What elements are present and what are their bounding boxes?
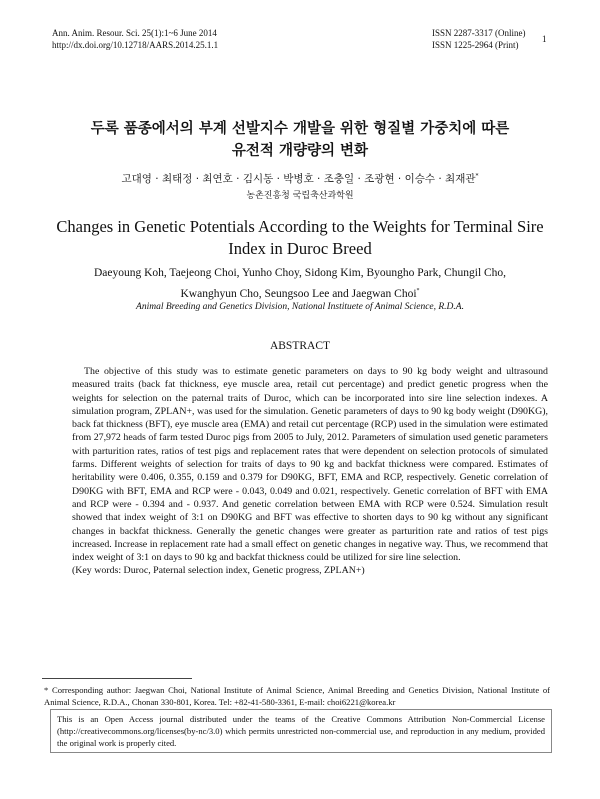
korean-affiliation: 농촌진흥청 국립축산과학원: [246, 191, 354, 201]
abstract-body: The objective of this study was to estimate genetic parameters on days to 90 kg body weight and ultrasound measured traits (back fat thickness, eye muscle area, retail cut percentage) and predict genetic progress when the weights for selection on the paternal traits of Duroc, which can be incorporated into sire line selection indexes. A simulation program, ZPLAN+, was used for the simulation. Genetic parameters of days to 90 kg body weight (D90KG), back fat thickness (BFT), eye muscle area (EMA) and retail cut percentage (RCP) used in the simulation were estimated from 27,972 heads of farm tested Duroc pigs from 2005 to July, 2012. Parameters of simulation used genetic parameters with parturition rates, ratios of test pigs and replacement rates that were dependent on selection protocols of simulated farms. Different weights of selection for traits of days to 90 kg and backfat thickness were compared. Estimates of heritability were 0.406, 0.355, 0.159 and 0.379 for D90KG, BFT, EMA and RCP, respectively. Genetic correlation of D90KG with BFT, EMA and RCP were - 0.043, 0.049 and 0.021, respectively. Genetic correlation of BFT with EMA and RCP were - 0.394 and - 0.937. And genetic correlation between EMA with RCP were 0.524. Simulation result showed that index weight of 3:1 on D90KG and BFT was effective to shorten days to 90 kg without any significant changes in backfat thickness. Generally the genetic changes were greater as parturition rate and ratios of test pigs increased. Increase in replacement rate had a small effect on genetic changes in negative way. Thus, we recommend that index weight of 3:1 on days to 90 kg and backfat thickness could be utilized for sire line selection.: [72, 366, 548, 564]
english-title: [0, 216, 600, 260]
english-affiliation: Animal Breeding and Genetics Division, National Instituete of Animal Science, R.D.A.: [136, 302, 464, 312]
footnote-divider: [42, 678, 192, 679]
korean-authors: [0, 171, 600, 186]
issn-block: [432, 27, 526, 51]
korean-authors-text: 고대영 · 최태정 · 최연호 · 김시동 · 박병호 · 조충일 · 조광현 · 이승수 · 최재관: [121, 173, 476, 185]
korean-title-line2: 유전적 개량량의 변화: [231, 143, 369, 159]
keywords: (Key words: Duroc, Paternal selection index, Genetic progress, ZPLAN+): [72, 565, 365, 577]
corresponding-mark: *: [475, 172, 479, 180]
english-authors-line1: Daeyoung Koh, Taejeong Choi, Yunho Choy, Sidong Kim, Byoungho Park, Chungil Cho,: [93, 267, 507, 279]
issn-online: ISSN 2287-3317 (Online): [432, 28, 526, 38]
abstract: [72, 365, 548, 578]
journal-line: Ann. Anim. Resour. Sci. 25(1):1~6 June 2014: [52, 28, 217, 38]
english-title-line2: Index in Duroc Breed: [228, 239, 372, 258]
english-title-line1: Changes in Genetic Potentials According to the Weights for Terminal Sire: [56, 217, 544, 236]
korean-title: [0, 118, 600, 162]
license-box: This is an Open Access journal distributed under the teams of the Creative Commons Attribution Non-Commercial License (http://creativecommons.org/licenses(by-nc/3.0) which permits unrestricted non-commercial use, and reproduction in any medium, provided the original work is properly cited.: [50, 709, 552, 753]
issn-print: ISSN 1225-2964 (Print): [432, 40, 519, 50]
journal-citation: [52, 27, 218, 51]
korean-title-line1: 두록 품종에서의 부계 선발지수 개발을 위한 형질별 가중치에 따른: [90, 121, 510, 137]
page-number: 1: [542, 34, 547, 44]
english-authors-line2: Kwanghyun Cho, Seungsoo Lee and Jaegwan Choi: [180, 287, 417, 300]
doi-link[interactable]: http://dx.doi.org/10.12718/AARS.2014.25.1.1: [52, 40, 219, 50]
english-authors: [0, 264, 600, 303]
corresponding-mark: *: [416, 288, 420, 294]
corresponding-author-footnote: * Corresponding author: Jaegwan Choi, National Institute of Animal Science, Animal Breeding and Genetics Division, National Institute of Animal Science, R.D.A., Chonan 330-801, Korea. Tel: +82-41-580-3361, E-mail: choi6221@korea.kr: [44, 685, 550, 707]
abstract-heading: ABSTRACT: [269, 340, 331, 352]
